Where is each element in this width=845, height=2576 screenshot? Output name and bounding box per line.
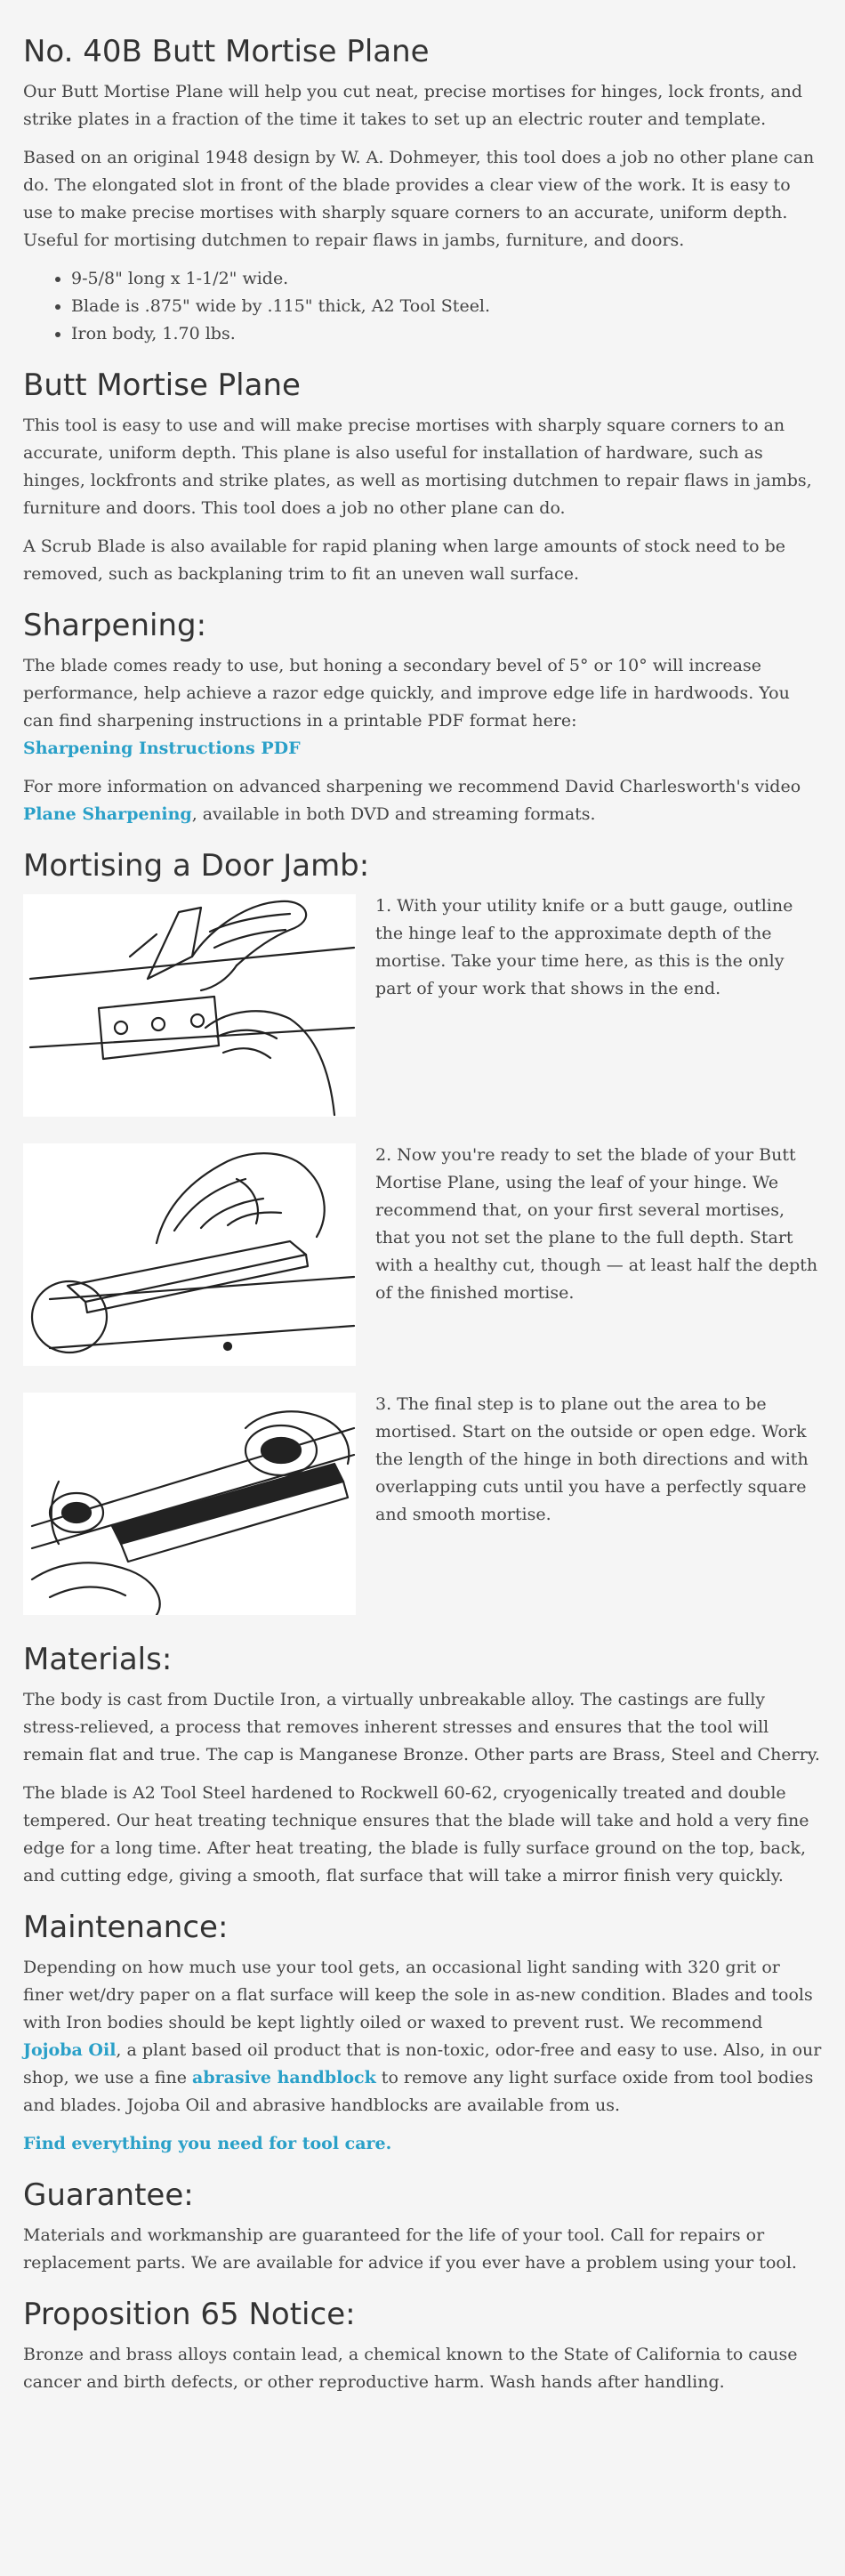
step-1-text: 1. With your utility knife or a butt gauge, outline the hinge leaf to the approximate depth of the mortise. Take your time here, as this is the only part of your work that shows in the end. bbox=[375, 896, 793, 998]
abrasive-handblock-link[interactable]: abrasive handblock bbox=[192, 2068, 376, 2087]
materials-heading: Materials: bbox=[23, 1642, 173, 1677]
sharpening-video-text bbox=[23, 773, 822, 828]
step-2-illustration bbox=[23, 1143, 356, 1366]
step-3-illustration bbox=[23, 1393, 356, 1615]
guarantee-text: Materials and workmanship are guaranteed for the life of your tool. Call for repairs or replacement parts. We are available for advice if you ever have a problem using your tool. bbox=[23, 2225, 797, 2273]
step-1-illustration bbox=[23, 894, 356, 1117]
maintenance-text-part-2: , a plant based oil product that is non-toxic, odor-free and easy to use. Also, in our shop, we use a fine bbox=[23, 2040, 822, 2087]
step-3-text: 3. The final step is to plane out the area to be mortised. Start on the outside or open edge. Work the length of the hinge in both directions and with overlapping cuts until you have a perfectly square and smooth mortise. bbox=[375, 1394, 809, 1524]
maintenance-heading: Maintenance: bbox=[23, 1910, 229, 1945]
sharpening-video-suffix: , available in both DVD and streaming formats. bbox=[191, 804, 596, 824]
prop65-heading: Proposition 65 Notice: bbox=[23, 2297, 356, 2332]
tool-care-paragraph bbox=[23, 2130, 822, 2158]
mortising-step-1 bbox=[23, 892, 822, 1117]
product-title: No. 40B Butt Mortise Plane bbox=[23, 34, 430, 69]
materials-body-text: The body is cast from Ductile Iron, a virtually unbreakable alloy. The castings are fully stress-relieved, a process that removes inherent stresses and ensures that the tool will remain flat and true. The cap is Manganese Bronze. Other parts are Brass, Steel and Cherry. bbox=[23, 1690, 820, 1764]
sharpening-pdf-link[interactable]: Sharpening Instructions PDF bbox=[23, 739, 301, 758]
mortising-step-3 bbox=[23, 1391, 822, 1615]
mortising-heading: Mortising a Door Jamb: bbox=[23, 848, 370, 884]
jojoba-oil-link[interactable]: Jojoba Oil bbox=[23, 2040, 117, 2060]
maintenance-text-part-1: Depending on how much use your tool gets, an occasional light sanding with 320 grit or finer wet/dry paper on a flat surface will keep the sole in as-new condition. Blades and tools with Iron bodies should be kept lightly oiled or waxed to prevent rust. We recommend bbox=[23, 1958, 813, 2032]
planing-mortise-drawing bbox=[23, 1393, 356, 1615]
tool-care-link[interactable]: Find everything you need for tool care. bbox=[23, 2134, 392, 2153]
materials-blade-text: The blade is A2 Tool Steel hardened to Rockwell 60-62, cryogenically treated and double tempered. Our heat treating technique ensures that the blade will take and hold a very fine edge for a long time. After heat treating, the blade is fully surface ground on the top, back, and cutting edge, giving a smooth, flat surface that will take a mirror finish very quickly. bbox=[23, 1783, 809, 1886]
spec-item-blade: • Blade is .875" wide by .115" thick, A2 Tool Steel. bbox=[71, 293, 822, 320]
blade-setting-drawing bbox=[23, 1143, 356, 1366]
maintenance-text-part-3: to remove any light surface oxide from tool bodies and blades. Jojoba Oil and abrasive handblocks are available from us. bbox=[23, 2068, 814, 2115]
spec-item-body: • Iron body, 1.70 lbs. bbox=[71, 320, 822, 348]
product-history: Based on an original 1948 design by W. A. Dohmeyer, this tool does a job no other plane can do. The elongated slot in front of the blade provides a clear view of the work. It is easy to use to make precise mortises with sharply square corners to an accurate, uniform depth. Useful for mortising dutchmen to repair flaws in jambs, furniture, and doors. bbox=[23, 148, 815, 250]
maintenance-text bbox=[23, 1954, 822, 2120]
spec-list bbox=[23, 265, 822, 348]
product-intro: Our Butt Mortise Plane will help you cut neat, precise mortises for hinges, lock fronts, and strike plates in a fraction of the time it takes to set up an electric router and template. bbox=[23, 82, 803, 129]
sharpening-heading: Sharpening: bbox=[23, 608, 207, 643]
step-2-text: 2. Now you're ready to set the blade of your Butt Mortise Plane, using the leaf of your hinge. We recommend that, on your first several mortises, that you not set the plane to the full depth. Start with a healthy cut, though — at least half the depth of the finished mortise. bbox=[375, 1145, 818, 1303]
butt-plane-description: This tool is easy to use and will make precise mortises with sharply square corners to an accurate, uniform depth. This plane is also useful for installation of hardware, such as hinges, lockfronts and strike plates, as well as mortising dutchmen to repair flaws in jambs, furniture and doors. This tool does a job no other plane can do. bbox=[23, 416, 812, 518]
mortising-step-2 bbox=[23, 1142, 822, 1366]
sharpening-text bbox=[23, 652, 822, 763]
knife-outline-drawing bbox=[23, 894, 356, 1117]
sharpening-intro: The blade comes ready to use, but honing a secondary bevel of 5° or 10° will increase performance, help achieve a razor edge quickly, and improve edge life in hardwoods. You can find sharpening instructions in a printable PDF format here: bbox=[23, 656, 790, 731]
prop65-text: Bronze and brass alloys contain lead, a chemical known to the State of California to cause cancer and birth defects, or other reproductive harm. Wash hands after handling. bbox=[23, 2345, 798, 2392]
spec-item-length: • 9-5/8" long x 1-1/2" wide. bbox=[71, 265, 822, 293]
sharpening-video-prefix: For more information on advanced sharpening we recommend David Charlesworth's video bbox=[23, 777, 801, 796]
plane-sharpening-link[interactable]: Plane Sharpening bbox=[23, 804, 192, 824]
guarantee-heading: Guarantee: bbox=[23, 2177, 194, 2213]
scrub-blade-note: A Scrub Blade is also available for rapid planing when large amounts of stock need to be removed, such as backplaning trim to fit an uneven wall surface. bbox=[23, 537, 786, 584]
butt-plane-heading: Butt Mortise Plane bbox=[23, 367, 301, 403]
